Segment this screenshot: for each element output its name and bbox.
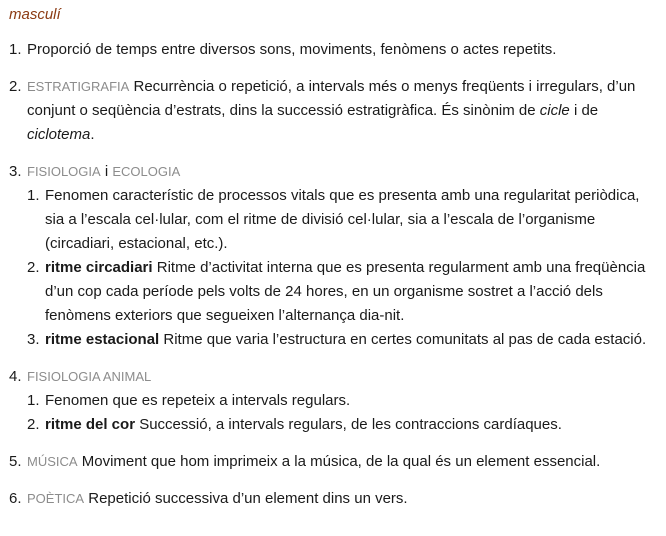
subsense-2: [27, 256, 657, 328]
conjunction: i de: [573, 102, 599, 119]
subentry-term: ritme estacional: [45, 331, 160, 348]
sense-number: 5.: [9, 453, 22, 470]
sense-1: [9, 38, 657, 62]
sense-3: [9, 160, 657, 352]
sense-number: 4.: [9, 368, 22, 385]
synonym-link-ciclotema[interactable]: ciclotema: [27, 126, 91, 143]
sense-4: [9, 365, 657, 437]
sense-2: [9, 75, 657, 147]
definition: Proporció de temps entre diversos sons, moviments, fenòmens o actes repetits.: [27, 41, 557, 58]
domain-label-fisiologia: FISIOLOGIA: [27, 164, 101, 179]
subsense-number: 2.: [27, 259, 40, 276]
subsense-3: [27, 328, 657, 352]
domain-label-ecologia: ECOLOGIA: [112, 164, 181, 179]
sense-number: 1.: [9, 41, 22, 58]
definition: Fenomen que es repeteix a intervals regulars.: [45, 392, 351, 409]
definition: Ritme que varia l’estructura en certes comunitats al pas de cada estació.: [163, 331, 647, 348]
definition: Fenomen característic de processos vitals que es presenta amb una regularitat periòdica, sia a l’escala cel·lular, com el ritme de divisió cel·lular, sia a l’escala de l’organisme (circadiari, estacional, etc.).: [45, 187, 640, 252]
definition: Ritme d’activitat interna que es presenta regularment amb una freqüència d’un cop cada període pels volts de 24 hores, en un organisme sostret a l’acció dels fenòmens exteriors que segueixen l’alternança dia-nit.: [45, 259, 646, 324]
domain-label-poetica: POÈTICA: [27, 491, 85, 506]
subsense-1: [27, 389, 657, 413]
subsense-number: 2.: [27, 416, 40, 433]
conjunction: i: [104, 163, 109, 180]
sense-6: [9, 487, 657, 511]
senses-list: [9, 38, 657, 511]
domain-label-fisiologia-animal: FISIOLOGIA ANIMAL: [27, 369, 152, 384]
subsense-number: 3.: [27, 331, 40, 348]
subsense-2: [27, 413, 657, 437]
punctuation: .: [90, 126, 95, 143]
definition: Successió, a intervals regulars, de les contraccions cardíaques.: [139, 416, 562, 433]
definition: Repetició successiva d’un element dins un vers.: [88, 490, 408, 507]
subsense-number: 1.: [27, 392, 40, 409]
subsense-1: [27, 184, 657, 256]
definition: Moviment que hom imprimeix a la música, de la qual és un element essencial.: [81, 453, 601, 470]
domain-label-estratigrafia: ESTRATIGRAFIA: [27, 79, 130, 94]
sense-number: 2.: [9, 78, 22, 95]
grammatical-category: masculí: [9, 6, 61, 23]
subsenses-list: [27, 184, 657, 352]
subentry-term: ritme circadiari: [45, 259, 153, 276]
sense-5: [9, 450, 657, 474]
domain-label-musica: MÚSICA: [27, 454, 78, 469]
synonym-link-cicle[interactable]: cicle: [539, 102, 570, 119]
subsense-number: 1.: [27, 187, 40, 204]
definition: Recurrència o repetició, a intervals més o menys freqüents i irregulars, d’un conjunt o seqüència d’estrats, dins la successió estratigràfica. És sinònim de: [27, 78, 636, 119]
sense-number: 6.: [9, 490, 22, 507]
sense-number: 3.: [9, 163, 22, 180]
subentry-term: ritme del cor: [45, 416, 136, 433]
subsenses-list: [27, 389, 657, 437]
